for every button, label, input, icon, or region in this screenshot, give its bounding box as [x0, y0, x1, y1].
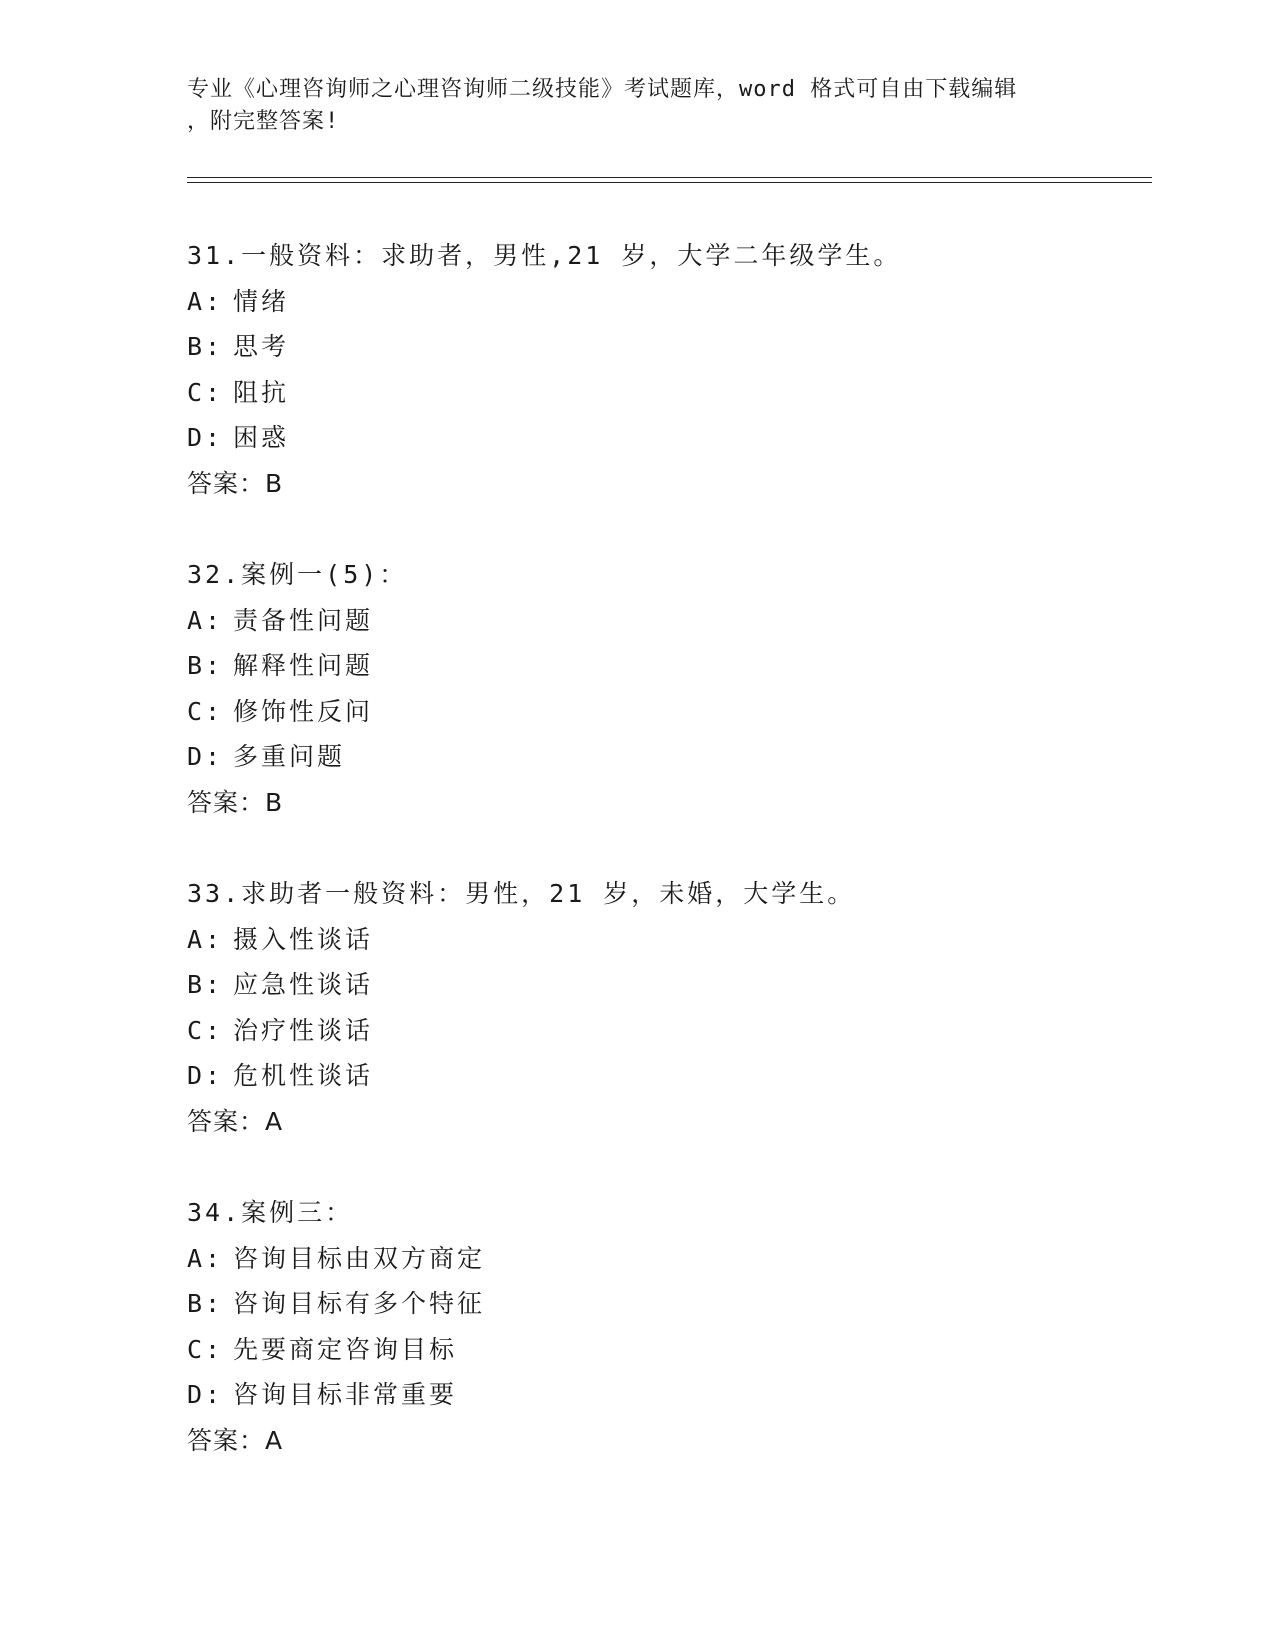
option-a — [187, 1239, 1147, 1285]
option-d — [187, 737, 1147, 783]
option-b — [187, 327, 1147, 373]
option-text: 应急性谈话 — [233, 970, 374, 999]
option-text: 危机性谈话 — [233, 1061, 374, 1090]
option-key: B: — [187, 1289, 224, 1318]
option-text: 咨询目标非常重要 — [233, 1380, 458, 1409]
question-list — [187, 236, 1147, 1512]
answer-label: 答案：B — [187, 468, 284, 498]
option-c — [187, 1011, 1147, 1057]
option-key: D: — [187, 742, 224, 771]
option-key: B: — [187, 332, 224, 361]
question-33 — [187, 874, 1147, 1193]
option-key: D: — [187, 1061, 224, 1090]
question-stem: 31.一般资料：求助者，男性,21 岁，大学二年级学生。 — [187, 241, 902, 270]
option-text: 咨询目标有多个特征 — [233, 1289, 486, 1318]
option-a — [187, 601, 1147, 647]
option-key: A: — [187, 924, 224, 954]
option-text: 阻抗 — [233, 377, 290, 407]
question-stem: 33.求助者一般资料：男性，21 岁，未婚，大学生。 — [187, 879, 856, 908]
option-d — [187, 418, 1147, 464]
option-key: C: — [187, 696, 224, 726]
header-title-line-2: ，附完整答案! — [187, 109, 340, 134]
option-text: 思考 — [233, 332, 290, 361]
option-a — [187, 282, 1147, 328]
option-key: C: — [187, 1015, 224, 1045]
option-text: 责备性问题 — [233, 605, 374, 635]
answer-label: 答案：A — [187, 1106, 284, 1136]
option-b — [187, 965, 1147, 1011]
option-d — [187, 1056, 1147, 1102]
header-title-line-1: 专业《心理咨询师之心理咨询师二级技能》考试题库，word 格式可自由下载编辑 — [187, 77, 1018, 102]
option-key: A: — [187, 1243, 224, 1273]
answer-label: 答案：B — [187, 787, 284, 817]
option-text: 多重问题 — [233, 742, 346, 771]
option-c — [187, 373, 1147, 419]
answer-label: 答案：A — [187, 1425, 284, 1455]
document-header — [187, 74, 1087, 138]
option-text: 困惑 — [233, 423, 290, 452]
option-key: B: — [187, 651, 224, 680]
option-text: 先要商定咨询目标 — [233, 1334, 458, 1364]
option-key: A: — [187, 605, 224, 635]
option-b — [187, 1284, 1147, 1330]
option-c — [187, 1330, 1147, 1376]
option-key: D: — [187, 1380, 224, 1409]
option-text: 摄入性谈话 — [233, 924, 374, 954]
option-key: B: — [187, 970, 224, 999]
question-32 — [187, 555, 1147, 874]
question-34 — [187, 1193, 1147, 1512]
option-text: 修饰性反问 — [233, 696, 374, 726]
option-b — [187, 646, 1147, 692]
option-text: 情绪 — [233, 286, 290, 316]
option-d — [187, 1375, 1147, 1421]
question-stem: 32.案例一(5)： — [187, 560, 408, 589]
option-c — [187, 692, 1147, 738]
option-text: 咨询目标由双方商定 — [233, 1243, 486, 1273]
question-31 — [187, 236, 1147, 555]
header-divider-bottom — [187, 182, 1152, 183]
option-key: A: — [187, 286, 224, 316]
option-a — [187, 920, 1147, 966]
option-key: C: — [187, 377, 224, 407]
option-text: 治疗性谈话 — [233, 1015, 374, 1045]
option-text: 解释性问题 — [233, 651, 374, 680]
option-key: C: — [187, 1334, 224, 1364]
header-divider-top — [187, 177, 1152, 178]
question-stem: 34.案例三： — [187, 1198, 354, 1227]
option-key: D: — [187, 423, 224, 452]
